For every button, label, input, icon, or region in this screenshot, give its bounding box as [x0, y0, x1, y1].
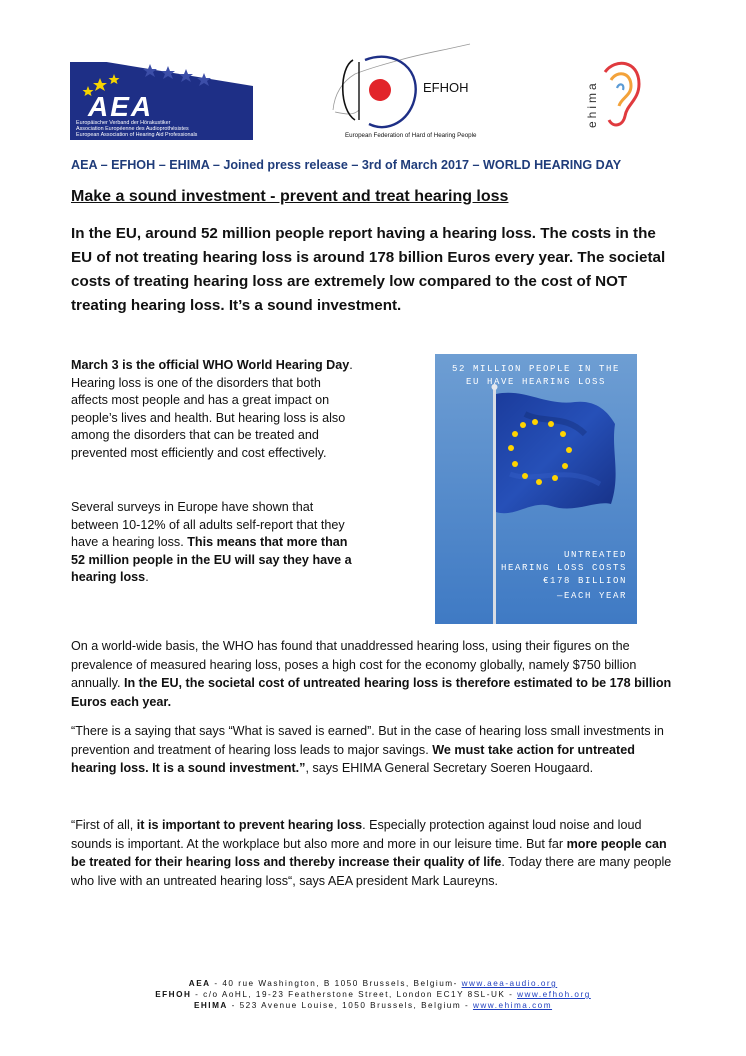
footer-efhoh-link[interactable]: www.efhoh.org: [517, 990, 591, 999]
paragraph-who-cost: [71, 637, 681, 711]
paragraph-aea-quote: [71, 816, 681, 890]
footer-efhoh: [0, 989, 746, 1000]
paragraph-4-text: “There is a saying that says “What is saved is earned”. But in the case of hearing loss small investments in prevention and treatment of hearing loss leads to major savings.: [71, 724, 664, 757]
footer-efhoh-address: - c/o AoHL, 19-23 Featherstone Street, London EC1Y 8SL-UK -: [191, 990, 518, 999]
ehima-logo-text: ehima: [585, 80, 599, 128]
footer-ehima-address: - 523 Avenue Louise, 1050 Brussels, Belgium -: [227, 1001, 473, 1010]
paragraph-5-text-a: “First of all,: [71, 818, 137, 832]
paragraph-5-bold-2: more people can be treated for their hearing loss and thereby increase their quality of life: [71, 836, 667, 869]
paragraph-2-end: .: [145, 570, 149, 584]
paragraph-5-text-c: . Today there are many people who live with an untreated hearing loss“, says AEA president Mark Laureyns.: [71, 855, 672, 888]
footer-ehima-name: EHIMA: [193, 1001, 228, 1010]
paragraph-2-bold: This means that more than 52 million people in the EU will say they have a hearing loss: [71, 535, 352, 584]
flag-caption-bottom-3: €178 BILLION: [542, 576, 627, 586]
aea-sub-line-2: Association Européenne des Audioprothésistes: [76, 126, 189, 132]
aea-sub-line-3: European Association of Hearing Aid Professionals: [76, 132, 198, 138]
paragraph-ehima-quote: [71, 722, 681, 778]
flag-caption-top-2: EU HAVE HEARING LOSS: [465, 377, 607, 387]
ehima-logo: [583, 54, 645, 130]
footer-ehima-link[interactable]: www.ehima.com: [472, 1001, 553, 1010]
page-title: Make a sound investment - prevent and treat hearing loss: [71, 188, 509, 205]
paragraph-surveys: [71, 499, 356, 587]
footer-aea-address: - 40 rue Washington, B 1050 Brussels, Belgium-: [210, 979, 462, 988]
flag-caption-bottom-2: HEARING LOSS COSTS: [500, 563, 627, 573]
paragraph-4-bold: We must take action for untreated hearing loss. It is a sound investment.”: [71, 742, 635, 775]
aea-sub-line-1: Europäischer Verband der Hörakustiker: [76, 120, 171, 126]
paragraph-2-text: Several surveys in Europe have shown that between 10-12% of all adults self-report that they have a hearing loss.: [71, 500, 345, 549]
footer-aea-link[interactable]: www.aea-audio.org: [461, 979, 558, 988]
paragraph-3-text: On a world-wide basis, the WHO has found that unaddressed hearing loss, using their figures on the prevalence of measured hearing loss, poses a high cost for the economy globally, namely $750 billion annually.: [71, 639, 637, 690]
paragraph-5-text-b: . Especially protection against loud noise and loud sounds is important. At the workplace but also more and more in our leisure time. But far: [71, 818, 642, 851]
efhoh-logo-text: EFHOH: [423, 80, 469, 95]
lede-paragraph: In the EU, around 52 million people report having a hearing loss. The costs in the EU of not treating hearing loss is around 178 billion Euros every year. The societal costs of treating hearing loss are extremely low compared to the cost of NOT treating hearing loss. It’s a sound investment.: [71, 225, 666, 314]
paragraph-1-text: . Hearing loss is one of the disorders that both affects most people and has a great impact on people’s lives and health. But hearing loss is also among the disorders that can be treated and prevented most efficiently and cost effectively.: [71, 358, 353, 460]
flag-caption-top-1: 52 MILLION PEOPLE IN THE: [451, 364, 621, 374]
efhoh-logo-subtitle: European Federation of Hard of Hearing People: [345, 132, 477, 139]
efhoh-logo: [325, 40, 495, 140]
flag-caption-bottom-1: UNTREATED: [563, 550, 627, 560]
aea-logo-text: AEA: [88, 91, 154, 122]
press-release-headline: AEA – EFHOH – EHIMA – Joined press release – 3rd of March 2017 – WORLD HEARING DAY: [71, 158, 622, 172]
flag-caption-bottom-4: —EACH YEAR: [556, 591, 627, 601]
footer-efhoh-name: EFHOH: [155, 990, 192, 999]
footer-aea: [0, 978, 746, 989]
paragraph-world-hearing-day: [71, 357, 356, 462]
paragraph-4-end: , says EHIMA General Secretary Soeren Hougaard.: [305, 761, 594, 775]
aea-logo: [70, 56, 253, 140]
paragraph-3-bold: In the EU, the societal cost of untreated hearing loss is therefore estimated to be 178 billion Euros each year.: [71, 676, 672, 709]
paragraph-5-bold-1: it is important to prevent hearing loss: [136, 818, 363, 832]
paragraph-1-bold: March 3 is the official WHO World Hearing Day: [71, 358, 350, 372]
eu-flag-image: [435, 354, 637, 624]
footer-aea-name: AEA: [188, 979, 211, 988]
footer-ehima: [0, 1000, 746, 1011]
